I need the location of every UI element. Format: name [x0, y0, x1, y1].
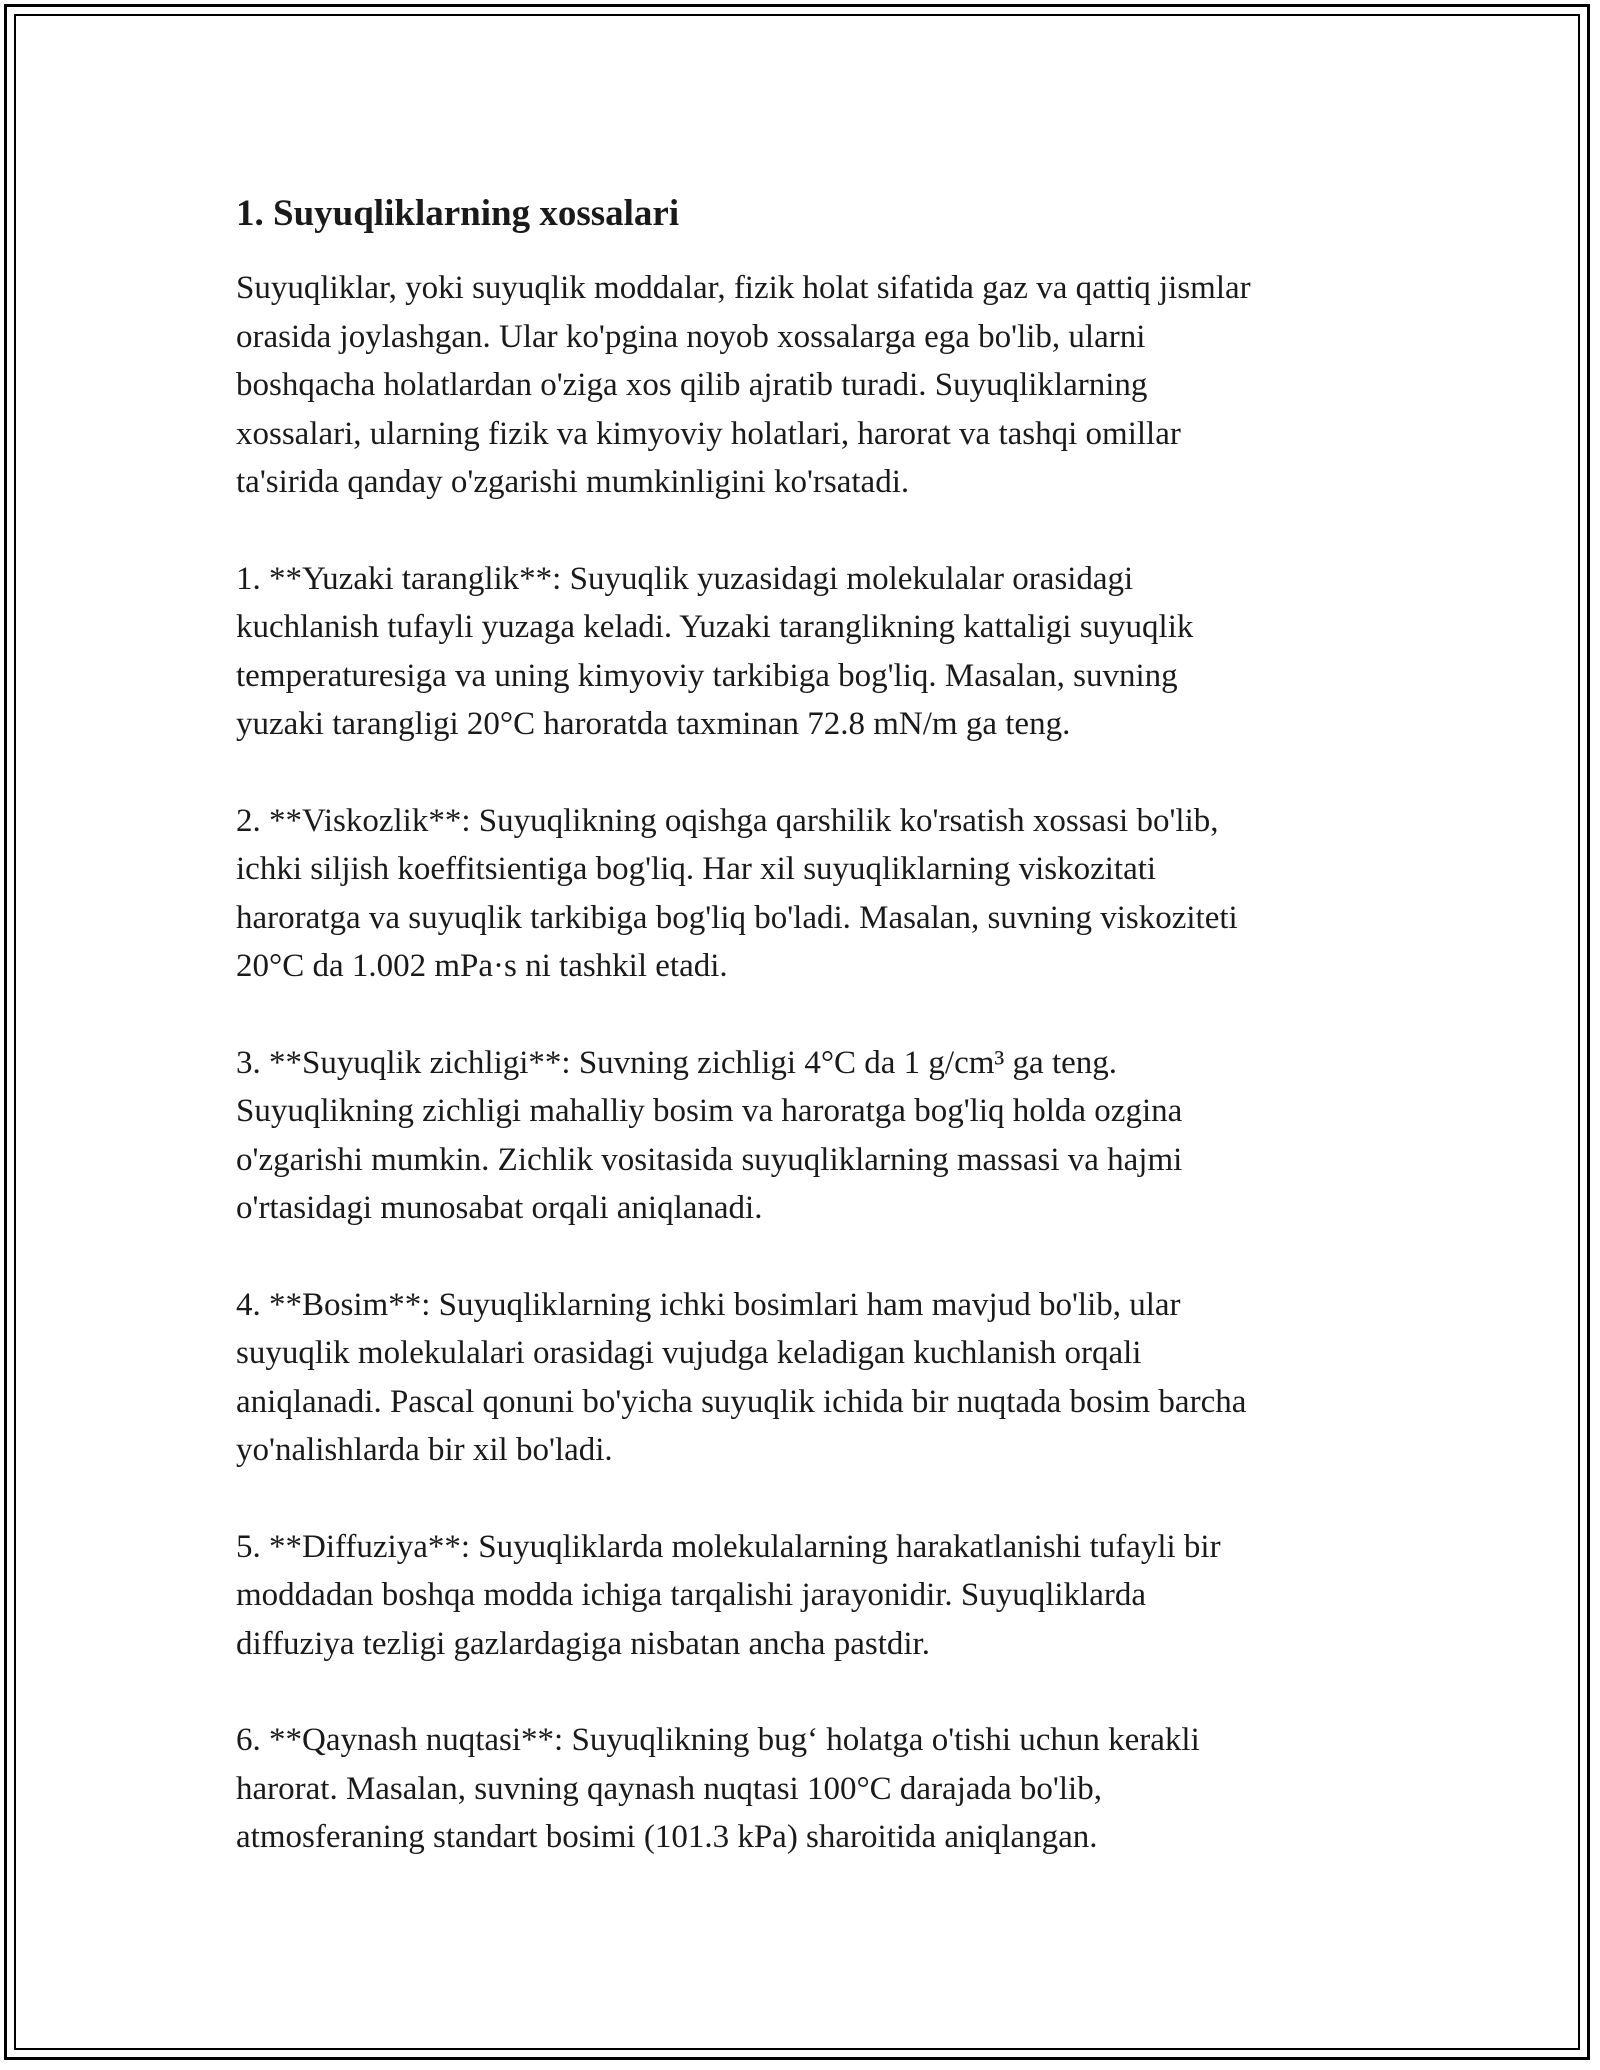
section-heading: 1. Suyuqliklarning xossalari [236, 193, 680, 234]
property-pressure: 4. **Bosim**: Suyuqliklarning ichki bosimlari ham mavjud bo'lib, ular suyuqlik molekulalari orasidagi vujudga keladigan kuchlanish orqali aniqlanadi. Pascal qonuni bo'yicha suyuqlik ichida bir nuqtada bosim barcha yo'nalishlarda bir xil bo'ladi. [236, 1286, 1247, 1468]
property-viscosity: 2. **Viskozlik**: Suyuqlikning oqishga qarshilik ko'rsatish xossasi bo'lib, ichki siljish koeffitsientiga bog'liq. Har xil suyuqliklarning viskozitati haroratga va suyuqlik tarkibiga bog'liq bo'ladi. Masalan, suvning viskoziteti 20°C da 1.002 mPa·s ni tashkil etadi. [236, 802, 1238, 984]
property-diffusion: 5. **Diffuziya**: Suyuqliklarda molekulalarning harakatlanishi tufayli bir moddadan boshqa modda ichiga tarqalishi jarayonidir. Suyuqliklarda diffuziya tezligi gazlardagiga nisbatan ancha pastdir. [236, 1528, 1221, 1662]
intro-paragraph: Suyuqliklar, yoki suyuqlik moddalar, fizik holat sifatida gaz va qattiq jismlar orasida joylashgan. Ular ko'pgina noyob xossalarga ega bo'lib, ularni boshqacha holatlardan o'ziga xos qilib ajratib turadi. Suyuqliklarning xossalari, ularning fizik va kimyoviy holatlari, harorat va tashqi omillar ta'sirida qanday o'zgarishi mumkinligini ko'rsatadi. [236, 270, 1251, 500]
property-surface-tension: 1. **Yuzaki taranglik**: Suyuqlik yuzasidagi molekulalar orasidagi kuchlanish tufayli yuzaga keladi. Yuzaki taranglikning kattaligi suyuqlik temperaturesiga va uning kimyoviy tarkibiga bog'liq. Masalan, suvning yuzaki tarangligi 20°C haroratda taxminan 72.8 mN/m ga teng. [236, 560, 1194, 742]
property-boiling-point: 6. **Qaynash nuqtasi**: Suyuqlikning bug‘ holatga o'tishi uchun kerakli harorat. Masalan, suvning qaynash nuqtasi 100°C darajada bo'lib, atmosferaning standart bosimi (101.3 kPa) sharoitida aniqlangan. [236, 1722, 1200, 1855]
document-body [236, 186, 1386, 1910]
property-density: 3. **Suyuqlik zichligi**: Suvning zichligi 4°C da 1 g/cm³ ga teng. Suyuqlikning zichligi mahalliy bosim va haroratga bog'liq holda ozgina o'zgarishi mumkin. Zichlik vositasida suyuqliklarning massasi va hajmi o'rtasidagi munosabat orqali aniqlanadi. [236, 1044, 1183, 1226]
